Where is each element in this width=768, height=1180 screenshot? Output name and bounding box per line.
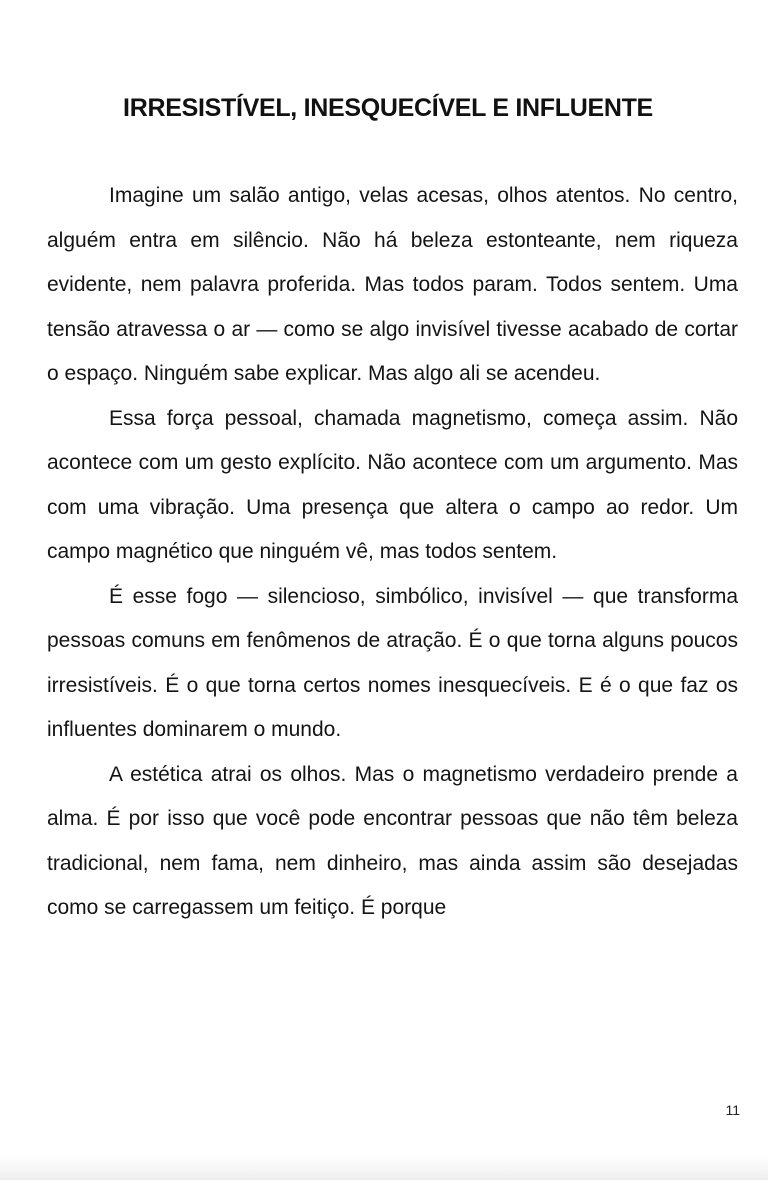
- chapter-title: IRRESISTÍVEL, INESQUECÍVEL E INFLUENTE: [123, 94, 653, 122]
- page-number: 11: [725, 1102, 740, 1118]
- paragraph-2: Essa força pessoal, chamada magnetismo, começa assim. Não acontece com um gesto explícito. Não acontece com um argumento. Mas com uma vibração. Uma presença que altera o campo ao redor. Um campo magnético que ninguém vê, mas todos sentem.: [47, 406, 738, 563]
- paragraph-4: A estética atrai os olhos. Mas o magnetismo verdadeiro prende a alma. É por isso que você pode encontrar pessoas que não têm beleza tradicional, nem fama, nem dinheiro, mas ainda assim são desejadas como se carregassem um feitiço. É porque: [47, 762, 738, 919]
- paragraph-1: Imagine um salão antigo, velas acesas, olhos atentos. No centro, alguém entra em silêncio. Não há beleza estonteante, nem riqueza evidente, nem palavra proferida. Mas todos param. Todos sentem. Uma tensão atravessa o ar — como se algo invisível tivesse acabado de cortar o espaço. Ninguém sabe explicar. Mas algo ali se acendeu.: [47, 184, 738, 385]
- body-text: [47, 174, 738, 931]
- paragraph-3: É esse fogo — silencioso, simbólico, invisível — que transforma pessoas comuns em fenômenos de atração. É o que torna alguns poucos irresistíveis. É o que torna certos nomes inesquecíveis. E é o que faz os influentes dominarem o mundo.: [47, 584, 738, 741]
- page-bottom-shadow: [0, 1154, 768, 1180]
